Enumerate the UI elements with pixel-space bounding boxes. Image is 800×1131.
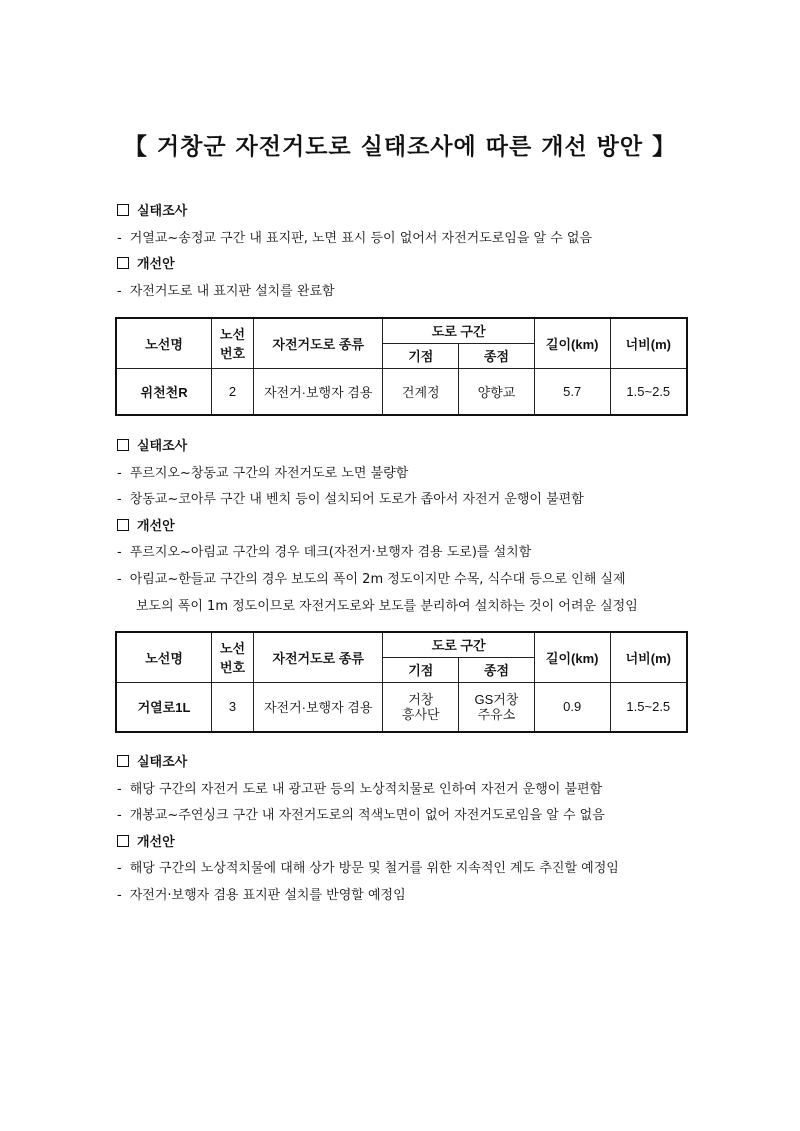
checkbox-icon [117,257,129,269]
cell-end: GS거창 주유소 [459,682,535,732]
header-width: 너비(m) [610,318,687,368]
list-item: - 아림교~한들교 구간의 경우 보도의 폭이 2m 정도이지만 수목, 식수대 등으로 인해 실제 [117,572,626,587]
header-start: 기점 [383,343,459,368]
cell-route-no: 2 [212,368,254,415]
cell-end: 양향교 [459,368,535,415]
table-row [116,682,687,732]
header-width: 너비(m) [610,632,687,682]
route-table [115,317,688,416]
survey-heading: 실태조사 [117,200,187,219]
page-title: 【 거창군 자전거도로 실태조사에 따른 개선 방안 】 [123,134,677,160]
list-item: - 해당 구간의 자전거 도로 내 광고판 등의 노상적치물로 인하여 자전거 운행이 불편함 [117,782,603,797]
survey-heading: 실태조사 [117,435,187,454]
list-item: - 거열교~송정교 구간 내 표지판, 노면 표시 등이 없어서 자전거도로임을 알 수 없음 [117,231,593,246]
list-item: - 푸르지오~창동교 구간의 자전거도로 노면 불량함 [117,466,409,481]
plan-heading: 개선안 [117,831,175,850]
cell-width: 1.5~2.5 [610,368,687,415]
list-item-continuation: 보도의 폭이 1m 정도이므로 자전거도로와 보도를 분리하여 설치하는 것이 어려운 실정임 [136,599,638,614]
header-length: 길이(km) [534,632,610,682]
header-end: 종점 [459,657,535,682]
header-length: 길이(km) [534,318,610,368]
list-item: - 자전거·보행자 겸용 표지판 설치를 반영할 예정임 [117,888,406,903]
list-item: - 개봉교~주연싱크 구간 내 자전거도로의 적색노면이 없어 자전거도로임을 알 수 없음 [117,808,605,823]
plan-heading: 개선안 [117,515,175,534]
header-type: 자전거도로 종류 [253,632,382,682]
header-route-name: 노선명 [116,318,212,368]
header-section: 도로 구간 [383,632,534,657]
checkbox-icon [117,204,129,216]
list-item: - 푸르지오~아림교 구간의 경우 데크(자전거·보행자 겸용 도로)를 설치함 [117,545,532,560]
header-type: 자전거도로 종류 [253,318,382,368]
header-route-name: 노선명 [116,632,212,682]
survey-heading: 실태조사 [117,751,187,770]
cell-length: 0.9 [534,682,610,732]
cell-type: 자전거·보행자 겸용 [253,682,382,732]
cell-length: 5.7 [534,368,610,415]
checkbox-icon [117,519,129,531]
cell-start: 거창 흥사단 [383,682,459,732]
list-item: - 자전거도로 내 표지판 설치를 완료함 [117,284,335,299]
header-end: 종점 [459,343,535,368]
checkbox-icon [117,439,129,451]
cell-route-name: 위천천R [116,368,212,415]
cell-type: 자전거·보행자 겸용 [253,368,382,415]
cell-route-no: 3 [212,682,254,732]
list-item: - 해당 구간의 노상적치물에 대해 상가 방문 및 철거를 위한 지속적인 계도 추진할 예정임 [117,861,619,876]
table-row [116,368,687,415]
route-table [115,631,688,733]
cell-route-name: 거열로1L [116,682,212,732]
header-route-no: 노선 번호 [212,318,254,368]
checkbox-icon [117,835,129,847]
cell-start: 건계정 [383,368,459,415]
header-route-no: 노선 번호 [212,632,254,682]
cell-width: 1.5~2.5 [610,682,687,732]
header-start: 기점 [383,657,459,682]
header-section: 도로 구간 [383,318,534,343]
checkbox-icon [117,755,129,767]
plan-heading: 개선안 [117,253,175,272]
list-item: - 창동교~코아루 구간 내 벤치 등이 설치되어 도로가 좁아서 자전거 운행이 불편함 [117,492,584,507]
